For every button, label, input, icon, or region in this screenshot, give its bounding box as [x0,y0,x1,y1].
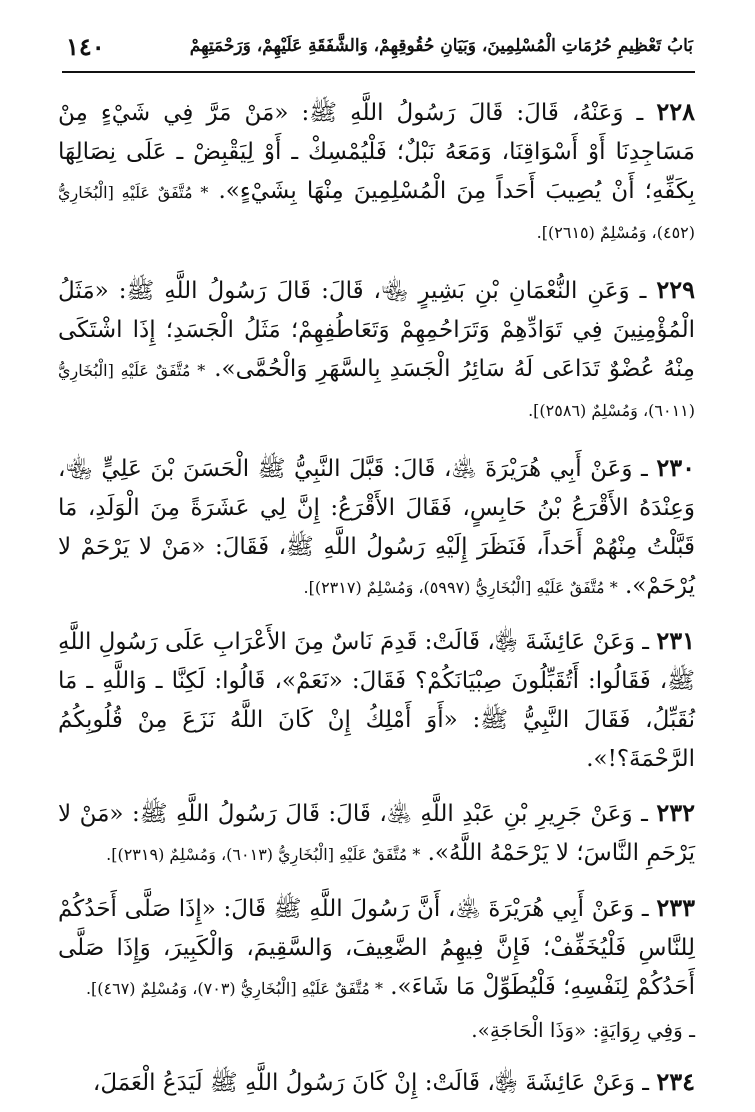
hadith-text: ـ وَعَنِ النُّعْمَانِ بْنِ بَشِيرٍ ﵄، قَالَ: قَالَ رَسُولُ اللَّهِ ﷺ: «مَثَلُ الْمُؤْمِنِينَ فِي تَوَادِّهِمْ وَتَرَاحُمِهِمْ وَتَعَاطُفِهِمْ؛ مَثَلُ الْجَسَدِ؛ إِذَا اشْتَكَى مِنْهُ عُضْوٌ تَدَاعَى لَهُ سَائِرُ الْجَسَدِ بِالسَّهَرِ وَالْحُمَّى». [58,278,696,382]
hadith-number: ٢٣٤ [656,1067,695,1096]
hadith-232 [58,793,695,874]
hadith-231 [58,621,695,779]
hadith-number: ٢٣٢ [656,798,696,827]
hadith-234 [58,1062,695,1103]
hadith-text: ـ وَعَنْهُ، قَالَ: قَالَ رَسُولُ اللَّهِ ﷺ: «مَنْ مَرَّ فِي شَيْءٍ مِنْ مَسَاجِدِنَا أَوْ أَسْوَاقِنَا، وَمَعَهُ نَبْلٌ؛ فَلْيُمْسِكْ ـ أَوْ لِيَقْبِضْ ـ عَلَى نِصَالِهَا بِكَفِّهِ؛ أَنْ يُصِيبَ أَحَداً مِنَ الْمُسْلِمِينَ مِنْهَا بِشَيْءٍ». [58,100,696,204]
page-header [66,26,693,66]
hadith-number: ٢٣١ [656,626,695,655]
hadith-230 [58,448,695,607]
hadith-text: ـ وَعَنْ جَرِيرِ بْنِ عَبْدِ اللَّهِ ﵁، قَالَ: قَالَ رَسُولُ اللَّهِ ﷺ: «مَنْ لا يَرْحَمِ النَّاسَ؛ لا يَرْحَمْهُ اللَّهُ». [58,801,695,866]
hadith-number: ٢٣٣ [656,893,695,922]
hadith-233-variant-note: ـ وَفِي رِوَايَةٍ: «وَذَا الْحَاجَةِ». [471,1018,695,1042]
hadith-source: * مُتَّفَقٌ عَلَيْهِ [الْبُخَارِيُّ (٤٥٢)، وَمُسْلِمٌ (٢٦١٥)]. [58,183,695,242]
hadith-source: * مُتَّفَقٌ عَلَيْهِ [الْبُخَارِيُّ (٦٠١٣)، وَمُسْلِمٌ (٢٣١٩)]. [106,845,421,864]
header-divider [62,71,695,73]
hadith-source: * مُتَّفَقٌ عَلَيْهِ [الْبُخَارِيُّ (٧٠٣)، وَمُسْلِمٌ (٤٦٧)]. [85,979,383,998]
hadith-text: ـ وَعَنْ عَائِشَةَ ﵂، قَالَتْ: قَدِمَ نَاسٌ مِنَ الأَعْرَابِ عَلَى رَسُولِ اللَّهِ ﷺ، فَقَالُوا: أَتُقَبِّلُونَ صِبْيَانَكُمْ؟ فَقَالَ: «نَعَمْ»، قَالُوا: لَكِنَّا ـ وَاللَّهِ ـ مَا نُقَبِّلُ، فَقَالَ النَّبِيُّ ﷺ: «أَوَ أَمْلِكُ إِنْ كَانَ اللَّهُ نَزَعَ مِنْ قُلُوبِكُمُ الرَّحْمَةَ؟!». [58,629,695,772]
hadith-source: * مُتَّفَقٌ عَلَيْهِ [الْبُخَارِيُّ (٦٠١١)، وَمُسْلِمٌ (٢٥٨٦)]. [58,361,695,420]
hadith-text: ـ وَعَنْ أَبِي هُرَيْرَةَ ﵁، أَنَّ رَسُولَ اللَّهِ ﷺ قَالَ: «إِذَا صَلَّى أَحَدُكُمْ لِلنَّاسِ فَلْيُخَفِّفْ؛ فَإِنَّ فِيهِمُ الضَّعِيفَ، وَالسَّقِيمَ، وَالْكَبِيرَ، وَإِذَا صَلَّى أَحَدُكُمْ لِنَفْسِهِ؛ فَلْيُطَوِّلْ مَا شَاءَ». [58,896,695,1000]
chapter-title: بَابُ تَعْظِيمِ حُرُمَاتِ الْمُسْلِمِينَ، وَبَيَانِ حُقُوقِهِمْ، وَالشَّفَقَةِ عَلَيْهِمْ، وَرَحْمَتِهِمْ [189,36,693,56]
page-body [58,84,695,1103]
hadith-number: ٢٣٠ [656,453,695,482]
hadith-source: * مُتَّفَقٌ عَلَيْهِ [الْبُخَارِيُّ (٥٩٩٧)، وَمُسْلِمٌ (٢٣١٧)]. [303,578,618,597]
hadith-text: ـ وَعَنْ أَبِي هُرَيْرَةَ ﵁، قَالَ: قَبَّلَ النَّبِيُّ ﷺ الْحَسَنَ بْنَ عَلِيٍّ ﵄، وَعِنْدَهُ الأَقْرَعُ بْنُ حَابِسٍ، فَقَالَ الأَقْرَعُ: إِنَّ لِي عَشَرَةً مِنَ الْوَلَدِ، مَا قَبَّلْتُ مِنْهُمْ أَحَداً، فَنَظَرَ إِلَيْهِ رَسُولُ اللَّهِ ﷺ، فَقَالَ: «مَنْ لا يَرْحَمْ لا يُرْحَمْ». [58,456,695,599]
hadith-228 [58,92,695,252]
page-number: ١٤٠ [66,31,105,61]
hadith-number: ٢٢٨ [656,97,695,126]
hadith-number: ٢٢٩ [656,275,695,304]
hadith-229 [58,270,695,430]
hadith-233 [58,888,695,1008]
hadith-text: ـ وَعَنْ عَائِشَةَ ﵂، قَالَتْ: إِنْ كَانَ رَسُولُ اللَّهِ ﷺ لَيَدَعُ الْعَمَلَ، [92,1070,650,1096]
